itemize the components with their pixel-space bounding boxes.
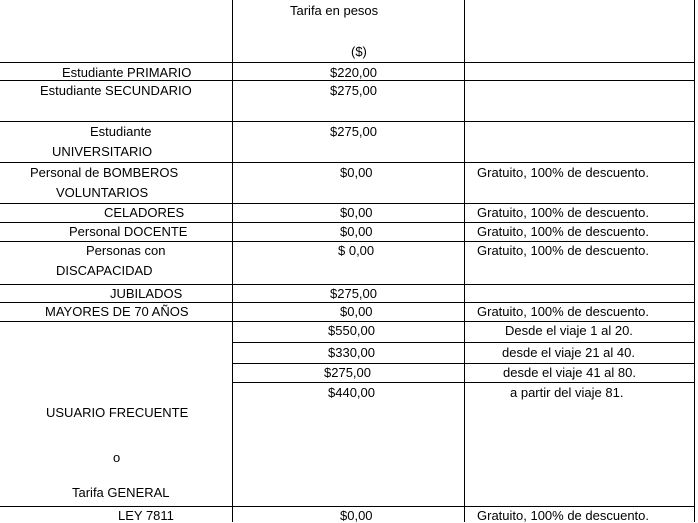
frequent-label-line3: Tarifa GENERAL (72, 485, 170, 500)
fare-value: $275,00 (330, 286, 377, 301)
category-label-line1: Estudiante (90, 124, 152, 139)
note-text: Gratuito, 100% de descuento. (477, 508, 650, 523)
fare-value: $ 0,00 (338, 243, 375, 258)
tier-fare: $440,00 (328, 385, 375, 400)
fare-value: $0,00 (340, 165, 373, 180)
category-label: LEY 7811 (118, 508, 174, 523)
grid-hline (0, 321, 695, 322)
note-text: Gratuito, 100% de descuento. (477, 243, 650, 258)
fare-value: $0,00 (340, 304, 373, 319)
grid-vline-left (232, 0, 233, 522)
header-currency-label: ($) (351, 44, 367, 59)
grid-hline (0, 222, 695, 223)
category-label-line1: Personal de BOMBEROS (30, 165, 179, 180)
fare-value: $275,00 (330, 124, 377, 139)
tier-note: Desde el viaje 1 al 20. (505, 323, 633, 338)
grid-vline-edge (694, 0, 695, 522)
category-label: Estudiante PRIMARIO (62, 65, 192, 80)
grid-hline (0, 62, 695, 63)
category-label: Estudiante SECUNDARIO (40, 83, 192, 98)
grid-hline (0, 121, 695, 122)
tier-fare: $275,00 (324, 365, 371, 380)
grid-hline (0, 203, 695, 204)
category-label: MAYORES DE 70 AÑOS (45, 304, 189, 319)
grid-hline-tier (232, 363, 695, 364)
grid-hline (0, 241, 695, 242)
grid-hline (0, 284, 695, 285)
tier-note: a partir del viaje 81. (510, 385, 624, 400)
frequent-label-line2: o (113, 450, 121, 465)
fare-value: $0,00 (340, 508, 373, 523)
note-text: Gratuito, 100% de descuento. (477, 224, 650, 239)
fare-value: $0,00 (340, 224, 373, 239)
category-label-line1: Personas con (86, 243, 166, 258)
note-text: Gratuito, 100% de descuento. (477, 205, 650, 220)
tier-note: desde el viaje 21 al 40. (502, 345, 635, 360)
category-label-line2: UNIVERSITARIO (52, 144, 153, 159)
fare-value: $0,00 (340, 205, 373, 220)
fare-value: $220,00 (330, 65, 377, 80)
grid-hline-tier (232, 382, 695, 383)
category-label-line2: VOLUNTARIOS (56, 185, 149, 200)
grid-hline (0, 162, 695, 163)
grid-hline-tier (232, 342, 695, 343)
category-label: JUBILADOS (110, 286, 183, 301)
category-label: CELADORES (104, 205, 185, 220)
grid-hline (0, 302, 695, 303)
tier-fare: $330,00 (328, 345, 375, 360)
grid-hline (0, 506, 695, 507)
note-text: Gratuito, 100% de descuento. (477, 165, 650, 180)
category-label-line2: DISCAPACIDAD (56, 263, 153, 278)
grid-hline (0, 80, 695, 81)
grid-vline-right (464, 0, 465, 522)
tier-note: desde el viaje 41 al 80. (503, 365, 636, 380)
fare-value: $275,00 (330, 83, 377, 98)
note-text: Gratuito, 100% de descuento. (477, 304, 650, 319)
header-fare-label: Tarifa en pesos (290, 3, 379, 18)
tier-fare: $550,00 (328, 323, 375, 338)
frequent-label-line1: USUARIO FRECUENTE (46, 405, 189, 420)
category-label: Personal DOCENTE (69, 224, 188, 239)
